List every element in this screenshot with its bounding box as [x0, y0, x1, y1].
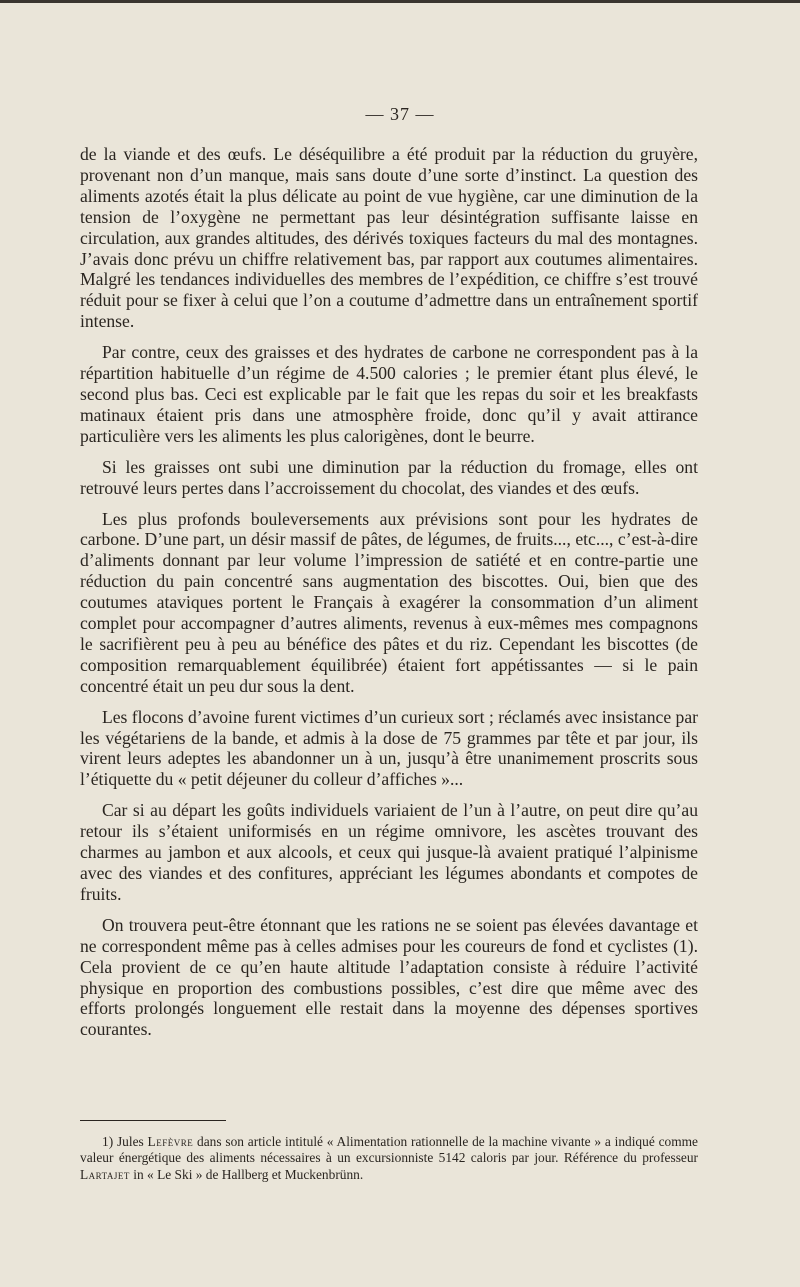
page-top-edge [0, 0, 800, 3]
paragraph-6: Car si au départ les goûts individuels variaient de l’un à l’autre, on peut dire qu’au retour ils s’étaient uniformisés en un régime omnivore, les ascètes trouvant des charmes au jambon et aux alcools, et ceux qui jusque-là avaient pratiqué l’alpinisme avec des viandes et des confitures, appréciant les légumes abondants et compotes de fruits. [80, 800, 698, 904]
footnote-part-1: 1) Jules [102, 1134, 148, 1149]
footnote [80, 1134, 698, 1183]
footnote-author-lartajet: Lartajet [80, 1166, 130, 1182]
footnote-author-lefevre: Lefèvre [147, 1134, 194, 1149]
paragraph-7: On trouvera peut-être étonnant que les rations ne se soient pas élevées davantage et ne correspondent même pas à celles admises pour les coureurs de fond et cyclistes (1). Cela provient de ce qu’en haute altitude l’adaptation consiste à réduire l’activité physique en proportion des combustions possibles, c’est dire que même avec des efforts prolongés longuement elle restait dans la moyenne des dépenses sportives courantes. [80, 914, 698, 1040]
paragraph-5: Les flocons d’avoine furent victimes d’un curieux sort ; réclamés avec insistance par les végétariens de la bande, et admis à la dose de 75 grammes par tête et par jour, ils virent leurs adeptes les abandonner un à un, jusqu’à être unanimement proscrits sous l’étiquette du « petit déjeuner du colleur d’affiches »... [80, 706, 699, 790]
page-number: — 37 — [365, 104, 435, 124]
paragraph-3: Si les graisses ont subi une diminution par la réduction du fromage, elles ont retrouvé leurs pertes dans l’accroissement du chocolat, des viandes et des œufs. [80, 456, 698, 498]
footnote-part-3: in « Le Ski » de Hallberg et Muckenbrünn. [129, 1166, 364, 1182]
paragraph-4: Les plus profonds bouleversements aux prévisions sont pour les hydrates de carbone. D’une part, un désir massif de pâtes, de légumes, de fruits..., etc..., c’est-à-dire d’aliments donnant par leur volume l’impression de satiété et en contre-partie une réduction du pain concentré sans augmentation des biscottes. Oui, bien que des coutumes ataviques portent le Français à exagérer la consommation d’un aliment complet pour accompagner d’autres aliments, revenus à eux-mêmes mes compagnons le sacrifièrent peu à peu au bénéfice des pâtes et du riz. Cependant les biscottes (de composition remarquablement équilibrée) étaient fort appétissantes — si le pain concentré était un peu dur sous la dent. [80, 508, 698, 696]
paragraph-1: de la viande et des œufs. Le déséquilibre a été produit par la réduction du gruyère, provenant non d’un manque, mais sans doute d’une sorte d’instinct. La question des aliments azotés était la plus délicate au point de vue hygiène, car une diminution de la tension de l’oxygène ne permettant pas leur désintégration suffisante laisse en circulation, aux grandes altitudes, des dérivés toxiques facteurs du mal des montagnes. J’avais donc prévu un chiffre relativement bas, par rapport aux coutumes alimentaires. Malgré les tendances individuelles des membres de l’expédition, ce chiffre s’est trouvé réduit pour se fixer à celui que l’on a coutume d’admettre dans un entraînement sportif intense. [80, 144, 698, 332]
body-text [80, 144, 698, 1050]
footnote-part-2: dans son article intitulé « Alimentation rationnelle de la machine vivante » a indiqué comme valeur énergétique des aliments nécessaires à un excursionniste 5142 caloris par jour. Référence du professeur [80, 1134, 698, 1166]
paragraph-2: Par contre, ceux des graisses et des hydrates de carbone ne correspondent pas à la répartition habituelle d’un régime de 4.500 calories ; le premier étant plus élevé, le second plus bas. Ceci est explicable par le fait que les repas du soir et les breakfasts matinaux étaient pris dans une atmosphère froide, donc qu’il y avait attirance particulière vers les aliments les plus calorigènes, dont le beurre. [80, 342, 698, 446]
footnote-separator [80, 1120, 226, 1121]
footnote-text [80, 1134, 698, 1183]
